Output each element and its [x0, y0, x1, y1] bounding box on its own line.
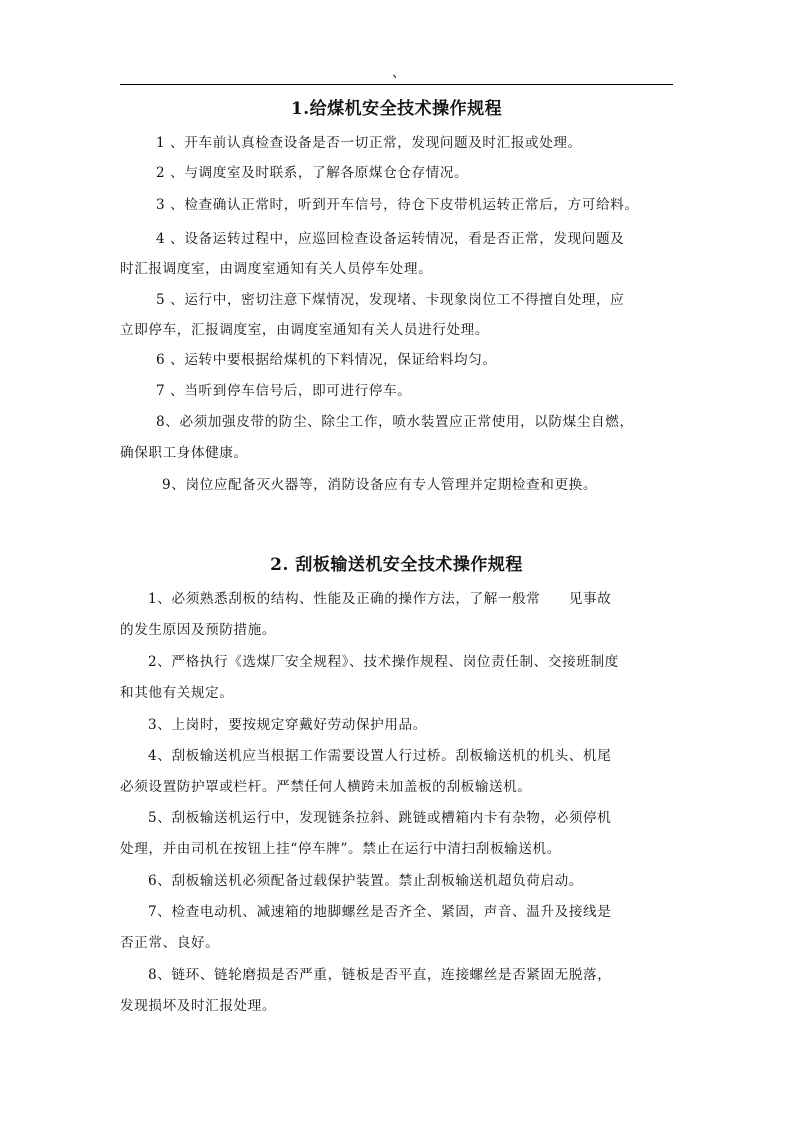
paragraph-line: 处理，并由司机在按钮上挂“停车牌”。禁止在运行中清扫刮板输送机。	[120, 841, 561, 857]
paragraph-line: 3 、检查确认正常时，听到开车信号，待仓下皮带机运转正常后，方可给料。	[156, 197, 639, 213]
paragraph-line: 时汇报调度室，由调度室通知有关人员停车处理。	[120, 261, 433, 277]
paragraph-line: 立即停车，汇报调度室，由调度室通知有关人员进行处理。	[120, 322, 490, 338]
paragraph-line: 4 、设备运转过程中，应巡回检查设备运转情况，看是否正常，发现问题及	[156, 231, 625, 247]
paragraph-line: 3、上岗时，要按规定穿戴好劳动保护用品。	[148, 717, 427, 733]
paragraph-line: 的发生原因及预防措施。	[120, 622, 277, 638]
paragraph-line: 发现损坏及时汇报处理。	[120, 998, 277, 1014]
section-1-title: 1.给煤机安全技术操作规程	[290, 99, 503, 119]
paragraph-line: 2 、与调度室及时联系，了解各原煤仓仓存情况。	[156, 165, 469, 181]
paragraph-line: 1、必须熟悉刮板的结构、性能及正确的操作方法，了解一般常 见事故	[148, 591, 612, 607]
paragraph-line: 1 、开车前认真检查设备是否一切正常，发现问题及时汇报或处理。	[156, 135, 582, 151]
paragraph-line: 6、刮板输送机必须配备过载保护装置。禁止刮板输送机超负荷启动。	[148, 873, 584, 889]
paragraph-line: 8、必须加强皮带的防尘、除尘工作，喷水装置应正常使用，以防煤尘自燃，	[156, 414, 634, 430]
paragraph-line: 2、严格执行《选煤厂安全规程》、技术操作规程、岗位责任制、交接班制度	[148, 654, 619, 670]
paragraph-line: 7 、当听到停车信号后，即可进行停车。	[156, 383, 412, 399]
paragraph-line: 5、刮板输送机运行中，发现链条拉斜、跳链或槽箱内卡有杂物，必须停机	[148, 810, 612, 826]
paragraph-line: 确保职工身体健康。	[120, 445, 248, 461]
header-mark: 、	[392, 65, 406, 81]
paragraph-line: 9、岗位应配备灭火器等，消防设备应有专人管理并定期检查和更换。	[162, 477, 598, 493]
paragraph-line: 4、刮板输送机应当根据工作需要设置人行过桥。刮板输送机的机头、机尾	[148, 748, 612, 764]
paragraph-line: 5 、运行中，密切注意下煤情况，发现堵、卡现象岗位工不得擅自处理，应	[156, 292, 625, 308]
section-2-title: 2. 刮板输送机安全技术操作规程	[270, 555, 523, 575]
paragraph-line: 7、检查电动机、减速箱的地脚螺丝是否齐全、紧固，声音、温升及接线是	[148, 904, 612, 920]
paragraph-line: 8、链环、链轮磨损是否严重，链板是否平直，连接螺丝是否紧固无脱落，	[148, 967, 612, 983]
paragraph-line: 和其他有关规定。	[120, 685, 234, 701]
paragraph-line: 否正常、良好。	[120, 935, 220, 951]
paragraph-line: 6 、运转中要根据给煤机的下料情况，保证给料均匀。	[156, 352, 497, 368]
header-rule	[120, 84, 673, 85]
paragraph-line: 必须设置防护罩或栏杆。严禁任何人横跨未加盖板的刮板输送机。	[120, 779, 532, 795]
